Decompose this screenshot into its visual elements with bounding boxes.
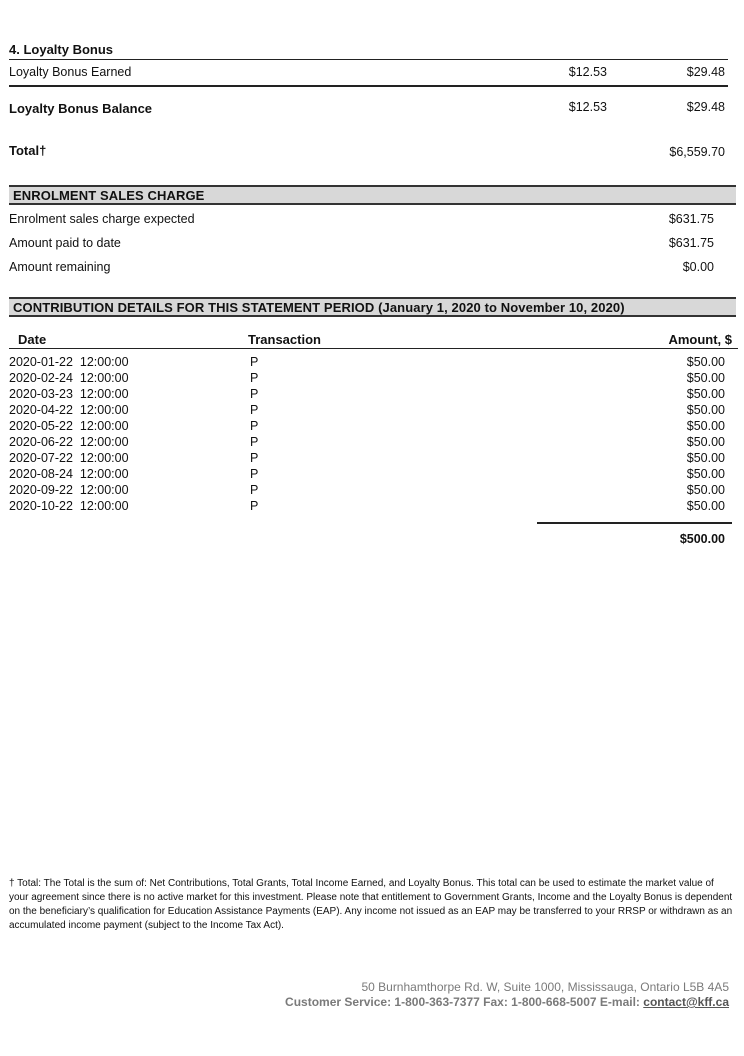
- contribution-amount: $50.00: [686, 499, 725, 513]
- divider: [9, 59, 728, 60]
- loyalty-balance-col2: $29.48: [686, 100, 725, 114]
- contribution-date: 2020-04-22 12:00:00: [9, 403, 129, 417]
- contribution-amount: $50.00: [686, 483, 725, 497]
- footnote: † Total: The Total is the sum of: Net Contributions, Total Grants, Total Income Earned, and Loyalty Bonus. This total can be used to estimate the market value of your agreement since there is no active market for this investment. Please note that entitlement to Government Grants, Income and the Loyalty Bonus is dependent on the beneficiary’s qualification for Education Assistance Payments (EAP). Any income not issued as an EAP may be transferred to your RRSP or withdrawn as an accumulated income payment (subject to the Income Tax Act).: [9, 878, 733, 931]
- customer-service-line: Customer Service: 1-800-363-7377 Fax: 1-800-668-5007 E-mail:: [285, 995, 640, 1009]
- divider: [9, 85, 728, 87]
- contribution-transaction: P: [250, 435, 259, 449]
- contribution-transaction: P: [250, 355, 259, 369]
- contribution-transaction: P: [250, 387, 259, 401]
- loyalty-earned-col1: $12.53: [568, 65, 607, 79]
- contributions-header: CONTRIBUTION DETAILS FOR THIS STATEMENT PERIOD (January 1, 2020 to November 10, 2020): [13, 300, 625, 315]
- enrolment-row-label: Enrolment sales charge expected: [9, 212, 195, 226]
- divider: [9, 348, 738, 349]
- contribution-amount: $50.00: [686, 467, 725, 481]
- contribution-date: 2020-08-24 12:00:00: [9, 467, 129, 481]
- contribution-date: 2020-02-24 12:00:00: [9, 371, 129, 385]
- contact-block: [285, 980, 729, 1010]
- contribution-amount: $50.00: [686, 435, 725, 449]
- contribution-amount: $50.00: [686, 387, 725, 401]
- enrolment-row-value: $631.75: [668, 236, 714, 250]
- contribution-transaction: P: [250, 483, 259, 497]
- contribution-date: 2020-03-23 12:00:00: [9, 387, 129, 401]
- contribution-date: 2020-06-22 12:00:00: [9, 435, 129, 449]
- loyalty-section-title: 4. Loyalty Bonus: [9, 42, 114, 57]
- contribution-amount: $50.00: [686, 355, 725, 369]
- contribution-transaction: P: [250, 403, 259, 417]
- loyalty-earned-label: Loyalty Bonus Earned: [9, 65, 132, 79]
- total-rule: [537, 522, 732, 524]
- contribution-date: 2020-01-22 12:00:00: [9, 355, 129, 369]
- contribution-amount: $50.00: [686, 371, 725, 385]
- contribution-amount: $50.00: [686, 419, 725, 433]
- enrolment-header: ENROLMENT SALES CHARGE: [13, 188, 205, 203]
- contributions-total: $500.00: [679, 532, 725, 546]
- email-link[interactable]: contact@kff.ca: [643, 995, 729, 1009]
- enrolment-row-value: $0.00: [682, 260, 714, 274]
- contribution-transaction: P: [250, 467, 259, 481]
- loyalty-balance-col1: $12.53: [568, 100, 607, 114]
- contribution-date: 2020-05-22 12:00:00: [9, 419, 129, 433]
- contribution-transaction: P: [250, 499, 259, 513]
- contribution-transaction: P: [250, 419, 259, 433]
- address: 50 Burnhamthorpe Rd. W, Suite 1000, Mississauga, Ontario L5B 4A5: [361, 980, 729, 994]
- loyalty-earned-col2: $29.48: [686, 65, 725, 79]
- loyalty-balance-label: Loyalty Bonus Balance: [9, 101, 153, 116]
- contribution-transaction: P: [250, 451, 259, 465]
- column-header-date: Date: [18, 332, 47, 347]
- contribution-amount: $50.00: [686, 451, 725, 465]
- enrolment-row-value: $631.75: [668, 212, 714, 226]
- contribution-amount: $50.00: [686, 403, 725, 417]
- column-header-amount: Amount, $: [668, 332, 732, 347]
- total-label: Total†: [9, 143, 47, 158]
- column-header-transaction: Transaction: [248, 332, 321, 347]
- contributions-header-band: [9, 297, 736, 317]
- contribution-date: 2020-09-22 12:00:00: [9, 483, 129, 497]
- enrolment-row-label: Amount paid to date: [9, 236, 121, 250]
- enrolment-header-band: [9, 185, 736, 205]
- total-value: $6,559.70: [669, 145, 725, 159]
- contribution-date: 2020-07-22 12:00:00: [9, 451, 129, 465]
- contribution-transaction: P: [250, 371, 259, 385]
- contribution-date: 2020-10-22 12:00:00: [9, 499, 129, 513]
- enrolment-row-label: Amount remaining: [9, 260, 111, 274]
